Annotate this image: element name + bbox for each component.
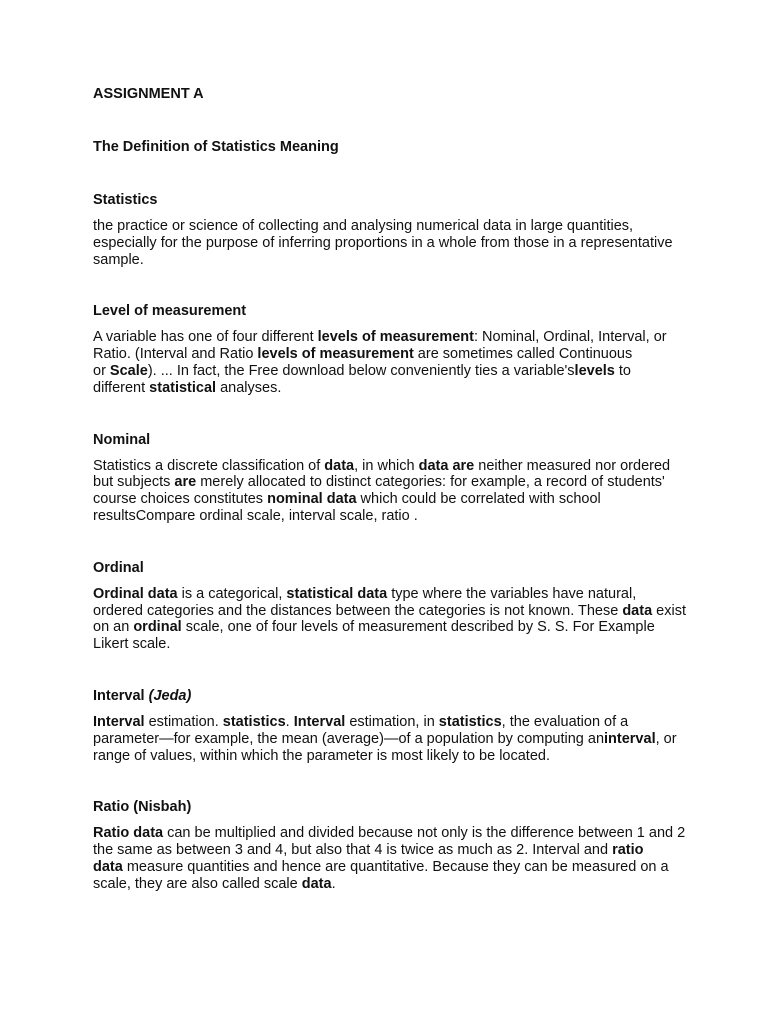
bold-term: data: [301, 875, 332, 892]
section-heading-text: Statistics: [93, 192, 158, 208]
text-run: is a categorical,: [177, 585, 287, 602]
bold-term: data are: [418, 457, 475, 474]
text-run: on an: [93, 619, 134, 636]
section-heading: [93, 432, 678, 449]
bold-term: Ordinal data: [93, 585, 178, 602]
bold-term: levels of measurement: [257, 346, 414, 363]
text-run: range of values, within which the parameter is most likely to be located.: [93, 747, 550, 764]
text-run: especially for the purpose of inferring proportions in a whole from those in a representative: [93, 234, 673, 251]
text-run: are sometimes called Continuous: [413, 346, 633, 363]
text-run: estimation, in: [345, 713, 439, 730]
text-line: [93, 491, 678, 508]
text-run: course choices constitutes: [93, 491, 268, 508]
section-body: [93, 825, 686, 892]
bold-term: statistical data: [286, 585, 388, 602]
bold-term: data: [93, 858, 123, 875]
text-run: exist: [652, 602, 686, 619]
bold-term: levels: [574, 362, 615, 379]
section-body: [93, 458, 678, 525]
document-subtitle: The Definition of Statistics Meaning: [93, 139, 339, 155]
section-heading-aside: (Jeda): [148, 687, 192, 704]
text-run: , in which: [354, 457, 419, 474]
section-heading-text: Interval: [93, 687, 149, 704]
text-line: [93, 380, 678, 397]
section-heading: [93, 303, 678, 320]
section-body: [93, 714, 678, 764]
section-heading: [93, 560, 678, 577]
text-line: [93, 363, 678, 380]
text-run: but subjects: [93, 474, 175, 491]
text-run: Statistics a discrete classification of: [93, 457, 325, 474]
text-line: [93, 825, 686, 842]
section-heading-text: Nominal: [93, 431, 151, 448]
text-line: [93, 252, 678, 269]
text-line: [93, 859, 678, 876]
section-body: [93, 585, 686, 653]
text-run: : Nominal, Ordinal, Interval, or: [474, 329, 667, 346]
text-run: type where the variables have natural,: [387, 585, 637, 602]
text-run: .: [331, 875, 336, 892]
text-run: scale, they are also called scale: [93, 875, 302, 892]
bold-term: ordinal: [133, 619, 182, 636]
document-title: ASSIGNMENT A: [93, 86, 204, 102]
bold-term: statistics: [222, 713, 286, 730]
text-run: Likert scale.: [93, 636, 171, 653]
text-run: estimation.: [144, 713, 223, 730]
text-line: [93, 731, 678, 748]
section-heading-text: Level of measurement: [93, 303, 247, 320]
text-run: to: [614, 362, 631, 379]
text-line: [93, 474, 678, 491]
text-run: resultsCompare ordinal scale, interval scale, ratio .: [93, 507, 418, 524]
section-heading: [93, 688, 678, 705]
bold-term: data: [324, 457, 355, 474]
text-line: [93, 508, 678, 525]
text-line: [93, 218, 678, 235]
text-run: Ratio. (Interval and Ratio: [93, 346, 258, 363]
text-line: [93, 714, 678, 731]
text-run: sample.: [93, 251, 144, 268]
text-line: [93, 602, 686, 620]
bold-term: Interval: [93, 713, 145, 730]
text-line: [93, 329, 678, 346]
text-run: , the evaluation of a: [501, 713, 629, 730]
text-run: ). ... In fact, the Free download below conveniently ties a variable's: [147, 362, 575, 379]
bold-term: interval: [604, 730, 656, 747]
text-run: the same as between 3 and 4, but also that 4 is twice as much as 2. Interval and: [93, 842, 613, 859]
text-run: merely allocated to distinct categories: for example, a record of students': [196, 474, 665, 491]
text-line: [93, 876, 678, 893]
text-run: neither measured nor ordered: [474, 457, 671, 474]
section-heading: [93, 799, 678, 816]
bold-term: are: [174, 474, 197, 491]
section-heading: [93, 192, 678, 209]
text-run: A variable has one of four different: [93, 329, 318, 346]
text-run: the practice or science of collecting and analysing numerical data in large quantities,: [93, 218, 634, 234]
bold-term: Ratio data: [93, 825, 164, 842]
text-line: [93, 346, 678, 363]
section-heading-text: Ordinal: [93, 559, 144, 576]
text-line: [93, 619, 678, 636]
text-run: analyses.: [216, 379, 282, 396]
bold-term: Scale: [109, 362, 148, 379]
text-run: can be multiplied and divided because not only is the difference between 1 and 2: [163, 825, 686, 842]
text-run: which could be correlated with school: [356, 491, 601, 508]
section-body: [93, 329, 678, 396]
bold-term: levels of measurement: [317, 329, 474, 346]
text-line: [93, 842, 678, 859]
text-run: different: [93, 379, 150, 396]
text-run: parameter—for example, the mean (average)—of a population by computing an: [93, 730, 605, 747]
text-run: ordered categories and the distances between the categories is not known. These: [93, 602, 623, 619]
bold-term: statistics: [438, 713, 502, 730]
text-line: [93, 748, 678, 765]
text-run: or: [93, 362, 110, 379]
text-line: [93, 235, 678, 252]
section-body: [93, 218, 678, 268]
text-line: [93, 458, 678, 475]
text-run: scale, one of four levels of measurement described by S. S. For Example: [181, 619, 655, 636]
text-run: measure quantities and hence are quantitative. Because they can be measured on a: [122, 858, 669, 875]
bold-term: statistical: [149, 379, 217, 396]
bold-term: Interval: [293, 713, 346, 730]
bold-term: ratio: [612, 842, 644, 859]
text-run: .: [285, 713, 294, 730]
document-sections: [93, 192, 686, 893]
text-line: [93, 586, 678, 603]
bold-term: nominal data: [267, 491, 357, 508]
section-heading-text: Ratio (Nisbah): [93, 799, 192, 816]
text-line: [93, 636, 678, 653]
text-run: , or: [655, 730, 677, 747]
bold-term: data: [622, 602, 653, 619]
